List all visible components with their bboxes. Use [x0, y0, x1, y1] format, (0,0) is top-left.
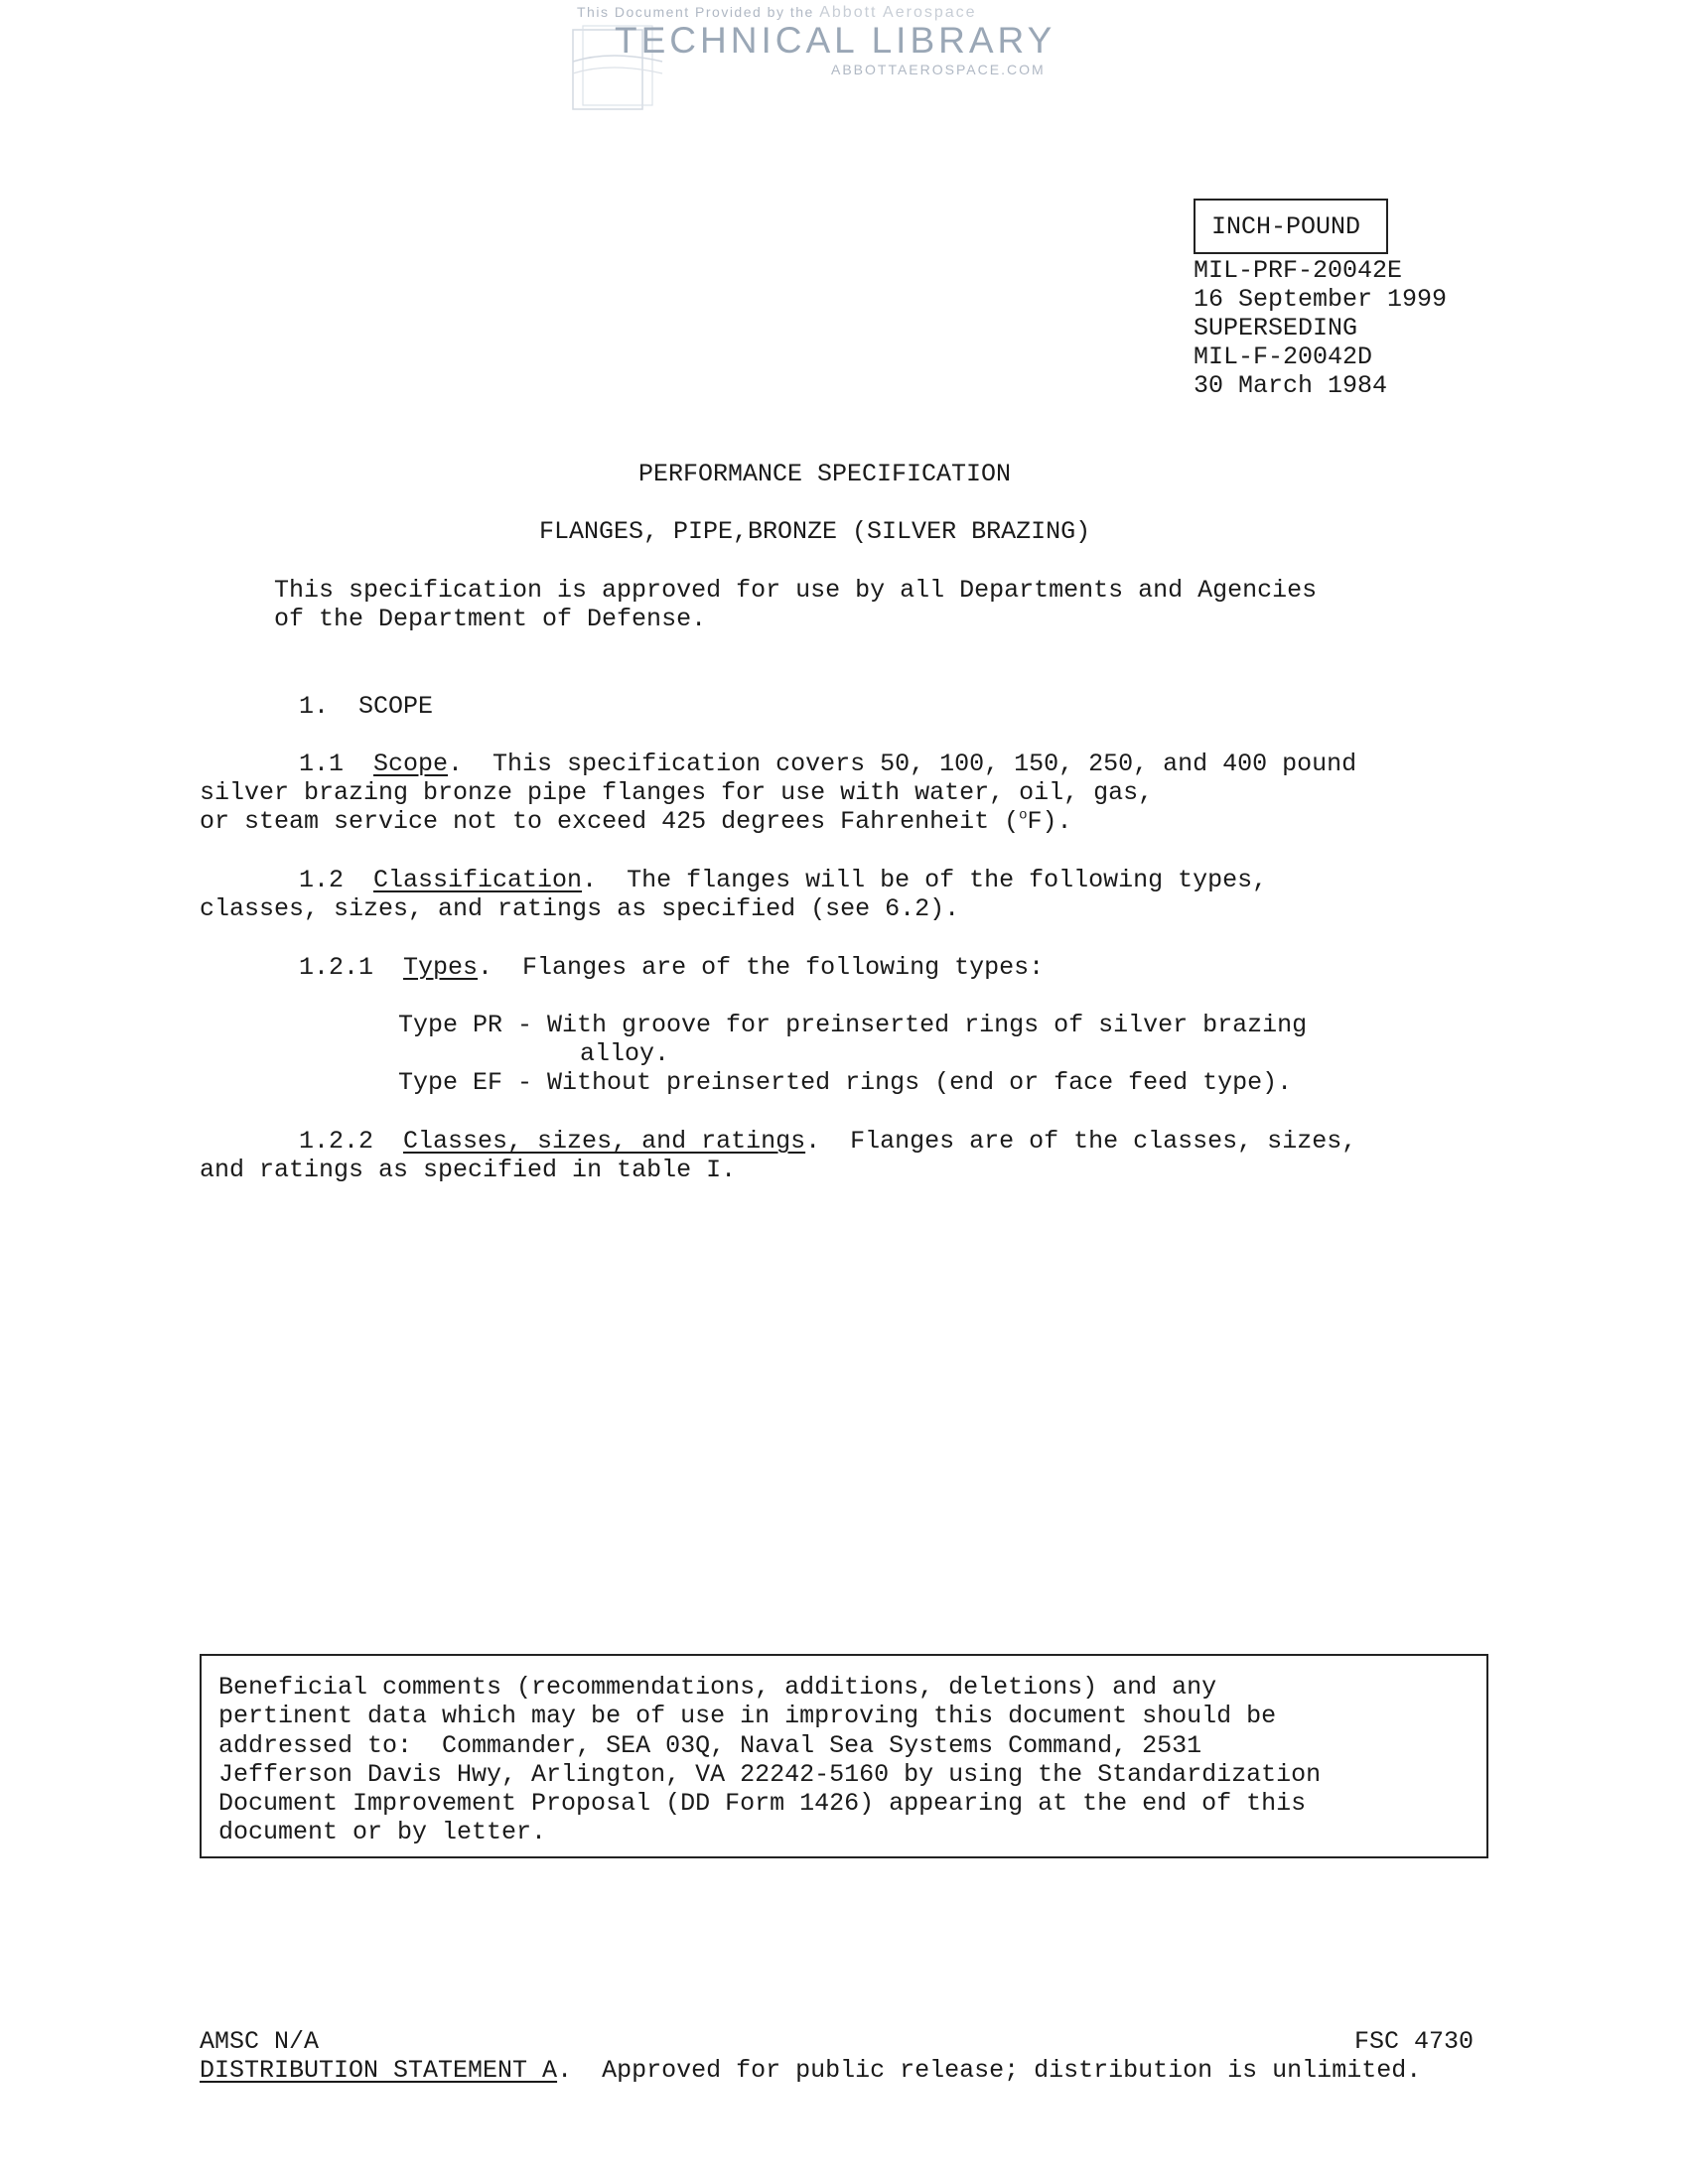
comments-text: Beneficial comments (recommendations, additions, deletions) and any pertinent data which may be of use in improving this document should be addressed to: Commander, SEA 03Q, Naval Sea Systems Command, 2531 Jefferson Davis Hwy, Arlington, VA 22242-5160 by using the Standardization Document Improvement Proposal (DD Form 1426) appearing at the end of this document or by letter.	[218, 1673, 1322, 1847]
paragraph-1-1-title: Scope	[373, 750, 449, 778]
comments-box	[200, 1654, 1488, 1858]
approval-line-1: This specification is approved for use by all Departments and Agencies	[274, 576, 1318, 605]
paragraph-1-2-1: 1.2.1 Types. Flanges are of the following types:	[299, 953, 1045, 982]
degree-symbol: o	[1019, 807, 1028, 824]
inch-pound-box	[1194, 199, 1388, 254]
paragraph-1-1-line-3: or steam service not to exceed 425 degrees Fahrenheit ($^o$F).	[200, 807, 1072, 836]
paragraph-1-2-1-title: Types	[403, 953, 479, 982]
watermark-provided-by: This Document Provided by the Abbott Aerospace	[577, 4, 977, 21]
section-1-heading: 1. SCOPE	[299, 692, 434, 721]
paragraph-1-2-line-1: 1.2 Classification. The flanges will be of the following types,	[299, 866, 1268, 894]
doc-date: 16 September 1999	[1194, 285, 1448, 314]
paragraph-1-2-2-title: Classes, sizes, and ratings	[403, 1127, 806, 1156]
watermark-brand: Abbott Aerospace	[819, 4, 977, 21]
superseded-date: 30 March 1984	[1194, 371, 1388, 400]
paragraph-1-2-title: Classification	[373, 866, 583, 894]
paragraph-1-2-line-2: classes, sizes, and ratings as specified (see 6.2).	[200, 894, 960, 923]
watermark-title: TECHNICAL LIBRARY	[615, 20, 1056, 61]
spec-kind: PERFORMANCE SPECIFICATION	[638, 460, 1012, 488]
type-pr-line-1: Type PR - With groove for preinserted rings of silver brazing	[398, 1011, 1308, 1039]
amsc-label: AMSC N/A	[200, 2027, 320, 2056]
paragraph-1-2-2-line-2: and ratings as specified in table I.	[200, 1156, 737, 1184]
superseded-number: MIL-F-20042D	[1194, 342, 1373, 371]
doc-number: MIL-PRF-20042E	[1194, 256, 1403, 285]
distribution-statement: DISTRIBUTION STATEMENT A. Approved for public release; distribution is unlimited.	[200, 2056, 1422, 2085]
approval-line-2: of the Department of Defense.	[274, 605, 707, 633]
paragraph-1-1-line-2: silver brazing bronze pipe flanges for use with water, oil, gas,	[200, 778, 1154, 807]
distribution-statement-label: DISTRIBUTION STATEMENT A	[200, 2056, 558, 2085]
technical-library-watermark	[571, 4, 1087, 113]
type-ef-line: Type EF - Without preinserted rings (end or face feed type).	[398, 1068, 1293, 1097]
superseding-label: SUPERSEDING	[1194, 314, 1358, 342]
type-pr-line-2: alloy.	[580, 1039, 670, 1068]
page-title: FLANGES, PIPE,BRONZE (SILVER BRAZING)	[539, 517, 1091, 546]
fsc-label: FSC 4730	[1354, 2027, 1475, 2056]
paragraph-1-1-line-1: 1.1 Scope. This specification covers 50, 100, 150, 250, and 400 pound	[299, 750, 1357, 778]
watermark-url: ABBOTTAEROSPACE.COM	[831, 62, 1046, 77]
inch-pound-label: INCH-POUND	[1211, 212, 1361, 241]
paragraph-1-2-2-line-1: 1.2.2 Classes, sizes, and ratings. Flanges are of the classes, sizes,	[299, 1127, 1357, 1156]
